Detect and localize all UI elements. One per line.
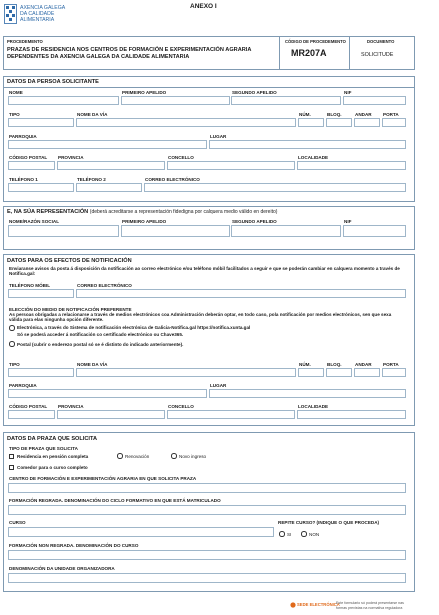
logo-line-3: ALIMENTARIA	[20, 17, 55, 23]
notif-num-field[interactable]	[298, 368, 324, 377]
notif-provincia-field[interactable]	[57, 410, 165, 419]
renovacion-radio[interactable]	[117, 453, 123, 459]
rep-primeiro-apelido-label: PRIMEIRO APELIDO	[122, 219, 167, 224]
applicant-lugar-field[interactable]	[209, 140, 406, 149]
applicant-localidade-field[interactable]	[297, 161, 406, 170]
applicant-parroquia-field[interactable]	[8, 140, 207, 149]
applicant-andar-field[interactable]	[354, 118, 380, 127]
applicant-primeiro-apelido-field[interactable]	[121, 96, 230, 105]
procedure-code: MR207A	[291, 48, 327, 58]
repite-label: REPITE CURSO? (INDIQUE O QUE PROCEDA)	[278, 520, 380, 525]
applicant-provincia-field[interactable]	[57, 161, 165, 170]
applicant-num-field[interactable]	[298, 118, 324, 127]
applicant-nif-field[interactable]	[343, 96, 406, 105]
applicant-telefono2-field[interactable]	[76, 183, 142, 192]
footer-note-1: Este formulario só poderá presentarse nas	[336, 601, 404, 605]
representative-title-text: E, NA SÚA REPRESENTACIÓN	[7, 209, 89, 215]
residencia-checkbox[interactable]	[9, 454, 14, 459]
applicant-title-rule	[3, 87, 415, 88]
notif-parroquia-label: PARROQUIA	[9, 383, 37, 388]
applicant-num-label: NÚM.	[299, 112, 311, 117]
centro-label: CENTRO DE FORMACIÓN E EXPERIMENTACIÓN AGRARIA EN QUE SOLICITA PRAZA	[9, 476, 197, 481]
renovacion-label: Renovación	[125, 454, 150, 459]
applicant-parroquia-label: PARROQUIA	[9, 134, 37, 139]
residencia-label: Residencia en pensión completa	[17, 454, 89, 459]
repite-si-radio[interactable]	[279, 531, 285, 537]
notif-bloq-label: BLOQ.	[327, 362, 342, 367]
applicant-telefono1-label: TELÉFONO 1	[9, 177, 38, 182]
procedure-label: PROCEDEMENTO	[7, 39, 43, 44]
applicant-bloq-label: BLOQ.	[327, 112, 342, 117]
notif-tipo-label: TIPO	[9, 362, 20, 367]
formacion-non-regrada-label: FORMACIÓN NON REGRADA. DENOMINACIÓN DO CURSO	[9, 543, 139, 548]
applicant-telefono2-label: TELÉFONO 2	[77, 177, 106, 182]
formacion-regrada-label: FORMACIÓN REGRADA. DENOMINACIÓN DO CICLO FORMATIVO EN QUE ESTÁ MATRICULADO	[9, 498, 221, 503]
rep-segundo-apelido-label: SEGUNDO APELIDO	[232, 219, 277, 224]
repite-non-label: NON	[309, 532, 320, 537]
applicant-andar-label: ANDAR	[355, 112, 372, 117]
unidade-field[interactable]	[8, 573, 406, 583]
applicant-segundo-apelido-label: SEGUNDO APELIDO	[232, 90, 277, 95]
doc-label: DOCUMENTO	[367, 39, 395, 44]
doc-type: SOLICITUDE	[361, 52, 394, 58]
notification-intro: Enviaranse avisos da posta á disposición da notificación ao correo electrónico e/ou teléfono móbil facilitados a seguir e que se poderán cambiar en calquera momento a través de Notifica.gal:	[9, 266, 400, 277]
rep-nif-label: NIF	[344, 219, 352, 224]
applicant-concello-field[interactable]	[167, 161, 295, 170]
sede-electronica-icon	[290, 602, 296, 608]
applicant-nif-label: NIF	[344, 90, 352, 95]
notif-porta-field[interactable]	[382, 368, 406, 377]
formacion-non-regrada-field[interactable]	[8, 550, 406, 560]
curso-label: CURSO	[9, 520, 26, 525]
notif-provincia-label: PROVINCIA	[58, 404, 84, 409]
formacion-regrada-field[interactable]	[8, 505, 406, 515]
notif-correo-label: CORREO ELECTRÓNICO	[77, 283, 132, 288]
rep-segundo-apelido-field[interactable]	[231, 225, 341, 237]
repite-non-radio[interactable]	[301, 531, 307, 537]
comedor-checkbox[interactable]	[9, 465, 14, 470]
footer-note-2: formas previstas na normativa reguladora	[336, 606, 403, 610]
applicant-section-title: DATOS DA PERSOA SOLICITANTE	[7, 79, 99, 85]
notif-tipo-field[interactable]	[8, 368, 74, 377]
procedure-divider	[279, 37, 280, 69]
novo-ingreso-label: Novo ingreso	[179, 454, 207, 459]
curso-field[interactable]	[8, 527, 274, 537]
applicant-lugar-label: LUGAR	[210, 134, 227, 139]
notif-lugar-label: LUGAR	[210, 383, 227, 388]
applicant-nome-via-label: NOME DA VÍA	[77, 112, 108, 117]
notif-parroquia-field[interactable]	[8, 389, 207, 398]
notif-choice-text: As persoas obrigadas a relacionarse a través de medios electrónicos coa Administración deberán optar, en todo caso, pola notificación por medios electrónicos, sen que sexa válida para elas ningunha opción diferente.	[9, 312, 392, 323]
centro-field[interactable]	[8, 483, 406, 493]
novo-ingreso-radio[interactable]	[171, 453, 177, 459]
notif-concello-label: CONCELLO	[168, 404, 194, 409]
notif-bloq-field[interactable]	[326, 368, 352, 377]
applicant-concello-label: CONCELLO	[168, 155, 194, 160]
notif-num-label: NÚM.	[299, 362, 311, 367]
applicant-telefono1-field[interactable]	[8, 183, 74, 192]
representative-section-title	[7, 209, 277, 215]
electronic-option-note: Só se poderá acceder á notificación co certificado electrónico ou Chave365.	[17, 332, 184, 337]
applicant-bloq-field[interactable]	[326, 118, 352, 127]
repite-si-label: SI	[287, 532, 292, 537]
notif-nome-via-label: NOME DA VÍA	[77, 362, 108, 367]
place-type-title: TIPO DE PRAZA QUE SOLICITA	[9, 446, 78, 451]
notif-codigo-postal-label: CÓDIGO POSTAL	[9, 404, 48, 409]
applicant-tipo-field[interactable]	[8, 118, 74, 127]
notif-choice-title: ELECCIÓN DO MEDIO DE NOTIFICACIÓN PREFERENTE	[9, 307, 132, 312]
unidade-label: DENOMINACIÓN DA UNIDADE ORGANIZADORA	[9, 566, 115, 571]
notif-andar-field[interactable]	[354, 368, 380, 377]
applicant-codigo-postal-label: CÓDIGO POSTAL	[9, 155, 48, 160]
applicant-nome-label: NOME	[9, 90, 23, 95]
electronic-option-radio[interactable]	[9, 325, 15, 331]
sede-logo	[290, 601, 338, 609]
logo-line-2: DA CALIDADE	[20, 11, 55, 17]
sede-label: SEDE ELECTRÓNICA	[297, 602, 340, 607]
notif-telefono-mobil-field[interactable]	[8, 289, 74, 298]
notif-concello-field[interactable]	[167, 410, 295, 419]
applicant-nome-field[interactable]	[8, 96, 119, 105]
applicant-correo-field[interactable]	[144, 183, 406, 192]
logo-line-1: AXENCIA GALEGA	[20, 5, 66, 11]
notif-correo-field[interactable]	[76, 289, 406, 298]
applicant-primeiro-apelido-label: PRIMEIRO APELIDO	[122, 90, 167, 95]
rep-nome-razon-field[interactable]	[8, 225, 119, 237]
procedure-title: PRAZAS DE RESIDENCIA NOS CENTROS DE FORMACIÓN E EXPERIMENTACIÓN AGRARIA DEPENDENTES DA AXENCIA GALEGA DA CALIDADE ALIMENTARIA	[7, 47, 252, 60]
notification-section	[3, 254, 415, 426]
rep-nome-razon-label: NOME/RAZÓN SOCIAL	[9, 219, 60, 224]
applicant-provincia-label: PROVINCIA	[58, 155, 84, 160]
representative-title-note: (deberá acreditarse a representación fidedigna por calquera medio válido en dereito)	[89, 209, 278, 215]
applicant-segundo-apelido-field[interactable]	[231, 96, 341, 105]
applicant-correo-label: CORREO ELECTRÓNICO	[145, 177, 200, 182]
notif-codigo-postal-field[interactable]	[8, 410, 55, 419]
place-section-title: DATOS DA PRAZA QUE SOLICITA	[7, 436, 98, 442]
applicant-codigo-postal-field[interactable]	[8, 161, 55, 170]
notif-localidade-label: LOCALIDADE	[298, 404, 329, 409]
electronic-option-label: Electrónica, a través do Sistema de notificación electrónica de Galicia-Notifica.gal https://notifica.xunta.gal	[17, 325, 251, 330]
postal-option-label: Postal (cubrir o enderezo postal só se é distinto do indicado anteriormente).	[17, 342, 184, 347]
applicant-localidade-label: LOCALIDADE	[298, 155, 329, 160]
applicant-nome-via-field[interactable]	[76, 118, 296, 127]
code-divider	[349, 37, 350, 69]
notif-porta-label: PORTA	[383, 362, 399, 367]
applicant-tipo-label: TIPO	[9, 112, 20, 117]
annex-title: ANEXO I	[190, 3, 217, 10]
postal-option-radio[interactable]	[9, 341, 15, 347]
notif-telefono-mobil-label: TELÉFONO MÓBIL	[9, 283, 51, 288]
notification-section-title: DATOS PARA OS EFECTOS DE NOTIFICACIÓN	[7, 258, 132, 264]
applicant-porta-field[interactable]	[382, 118, 406, 127]
logo	[4, 2, 64, 28]
notif-localidade-field[interactable]	[297, 410, 406, 419]
notif-andar-label: ANDAR	[355, 362, 372, 367]
code-label: CÓDIGO DE PROCEDEMENTO	[285, 39, 346, 44]
xunta-emblem-icon	[4, 4, 17, 24]
applicant-porta-label: PORTA	[383, 112, 399, 117]
notif-nome-via-field[interactable]	[76, 368, 296, 377]
rep-primeiro-apelido-field[interactable]	[121, 225, 230, 237]
comedor-label: Comedor para o curso completo	[17, 465, 88, 470]
notif-lugar-field[interactable]	[209, 389, 406, 398]
rep-nif-field[interactable]	[343, 225, 406, 237]
